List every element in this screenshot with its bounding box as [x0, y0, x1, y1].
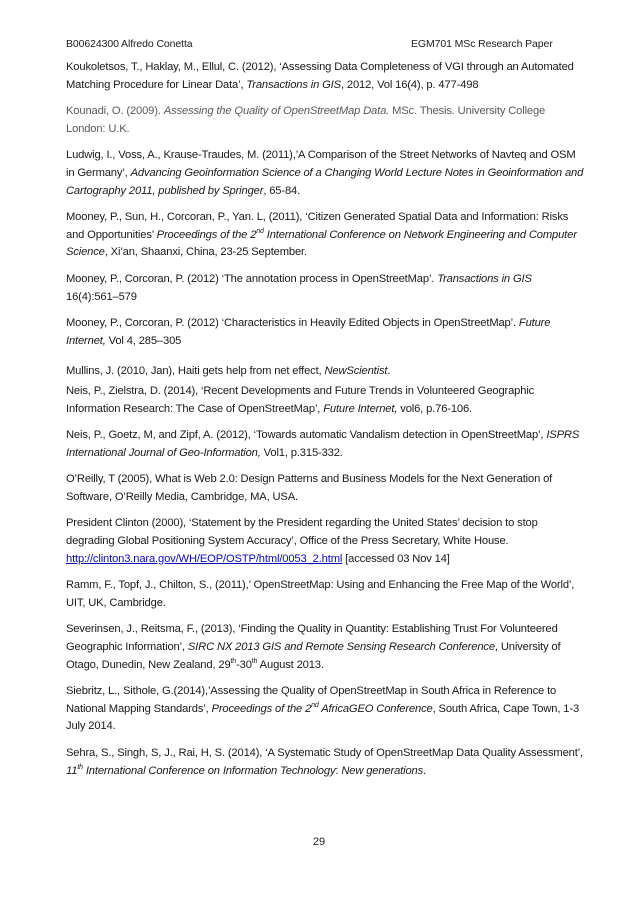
reference-ludwig-2011 [66, 147, 586, 200]
reference-sehra-2014 [66, 745, 586, 780]
ref-text: Mooney, P., Corcoran, P. (2012) ‘Characteristics in Heavily Edited Objects in OpenStreetMap’. [66, 317, 519, 330]
ref-magazine: NewScientist [324, 365, 388, 378]
ref-text: Neis, P., Goetz, M, and Zipf, A. (2012), ‘Towards automatic Vandalism detection in OpenStreetMap’, [66, 429, 547, 442]
ref-text: 16(4):561–579 [66, 290, 137, 303]
header-course-title: EGM701 MSc Research Paper [411, 38, 553, 50]
ref-text: Siebritz, L., Sithole, G.(2014),’Assessing the Quality of OpenStreetMap in South Africa in Reference to National Mapping Standards’, [66, 685, 557, 715]
page-number: 29 [312, 836, 326, 848]
ref-text: President Clinton (2000), ‘Statement by the President regarding the United States’ decision to stop degrading Global Positioning System Accuracy’, Office of the Press Secretary, White House. [66, 517, 538, 548]
ref-proceedings-part: Proceedings of the 2 [211, 702, 312, 715]
ref-text: Sehra, S., Singh, S, J., Rai, H, S. (2014), ‘A Systematic Study of OpenStreetMap Data Quality Assessment’, [66, 747, 583, 759]
ref-text: Severinsen, J., Reitsma, F., (2013), ‘Finding the Quality in Quantity: Establishing Trust For Volunteered Geographic Information’, [66, 623, 558, 654]
ref-text: MSc. Thesis. University College London: U.K. [66, 105, 546, 135]
ref-journal: Future Internet, [66, 317, 551, 347]
ref-proceedings [212, 703, 433, 715]
ref-text: Vol 4, 285–305 [105, 334, 182, 347]
ordinal-superscript: th [230, 657, 237, 665]
ref-text: Vol1, p.315-332. [260, 446, 343, 459]
ref-text: Ludwig, I., Voss, A., Krause-Traudes, M. (2011),’A Comparison of the Street Networks of Navteq and OSM in Germany’, [66, 149, 576, 179]
ref-title: Assessing the Quality of OpenStreetMap Data. [163, 105, 390, 118]
reference-ramm-2011 [66, 577, 586, 612]
ref-conference-part: 11 [66, 764, 78, 777]
reference-url-link[interactable]: http://clinton3.nara.gov/WH/EOP/OSTP/html/0053_2.html [66, 552, 343, 565]
ref-text: O’Reilly, T (2005), What is Web 2.0: Design Patterns and Business Models for the Next Generation of Software, O’Reilly Media, Cambridge, MA, USA. [66, 473, 553, 503]
ref-text: -30 [236, 658, 252, 671]
reference-clinton-2000 [66, 515, 586, 568]
reference-oreilly-2005 [66, 471, 586, 506]
reference-mooney-corcoran-characteristics [66, 315, 586, 350]
reference-kounadi-2009 [66, 103, 586, 138]
ordinal-superscript: th [77, 763, 83, 771]
ref-book: Advancing Geoinformation Science of a Changing World Lecture Notes in Geoinformation and Cartography 2011, published by Springer [66, 166, 584, 197]
ref-proceedings-part: AfricaGEO Conference [318, 702, 433, 715]
ref-text: Koukoletsos, T., Haklay, M., Ellul, C. (2012), ‘Assessing Data Completeness of VGI through an Automated Matching Procedure for Linear Data’, [66, 61, 574, 91]
reference-severinsen-2013 [66, 621, 586, 674]
ref-text: , University of Otago, Dunedin, New Zealand, 29 [66, 641, 561, 671]
reference-mooney-corcoran-annotation [66, 271, 586, 306]
reference-mooney-sun-2011 [66, 209, 586, 262]
header-author-id: B00624300 Alfredo Conetta [66, 38, 193, 50]
ref-journal: Transactions in GIS [246, 78, 341, 91]
ref-text: Ramm, F., Topf, J., Chilton, S., (2011),’ OpenStreetMap: Using and Enhancing the Free Map of the World’, UIT, UK, Cambridge. [66, 579, 575, 609]
ref-journal: Transactions in GIS [437, 272, 532, 285]
reference-koukoletsos-2012 [66, 59, 586, 94]
reference-siebritz-2014 [66, 683, 586, 736]
ref-text: , Xi’an, Shaanxi, China, 23-25 September. [104, 246, 307, 259]
ref-text: Mooney, P., Sun, H., Corcoran, P., Yan. L, (2011), ‘Citizen Generated Spatial Data and Information: Risks and Opportunities’ [66, 211, 569, 241]
ref-text: Mooney, P., Corcoran, P. (2012) ‘The annotation process in OpenStreetMap’. [66, 272, 438, 285]
ref-text: vol6, p.76-106. [397, 402, 473, 415]
ref-text: [accessed 03 Nov 14] [342, 552, 450, 565]
ref-proceedings-part: Proceedings of the 2 [156, 228, 257, 241]
reference-mullins-2010 [66, 363, 586, 381]
ref-journal: Future Internet, [323, 402, 398, 415]
reference-list [66, 59, 586, 789]
ref-text: , South Africa, Cape Town, 1-3 July 2014. [66, 702, 580, 733]
ordinal-superscript: th [251, 657, 258, 665]
ref-text: . [387, 365, 391, 378]
ref-text: . [423, 764, 427, 777]
ref-text: Neis, P., Zielstra, D. (2014), ‘Recent Developments and Future Trends in Volunteered Geographic Information Research: The Case of OpenStreetMap’, [66, 384, 535, 415]
ref-journal: ISPRS International Journal of Geo-Information, [66, 429, 580, 459]
ref-text: August 2013. [257, 658, 324, 671]
reference-neis-zielstra-2014 [66, 383, 586, 418]
ref-text: Kounadi, O. (2009). [66, 105, 164, 118]
ref-conference: SIRC NX 2013 GIS and Remote Sensing Research Conference [187, 641, 495, 654]
reference-neis-goetz-2012 [66, 427, 586, 462]
ref-subtitle: New generations [341, 764, 424, 777]
ref-text: Mullins, J. (2010, Jan), Haiti gets help from net effect, [66, 365, 325, 378]
ref-conference [66, 765, 335, 777]
ordinal-superscript: nd [311, 701, 319, 709]
ref-text: : [335, 764, 342, 777]
ref-text: , 2012, Vol 16(4), p. 477-498 [340, 78, 479, 91]
ordinal-superscript: nd [256, 227, 264, 235]
ref-proceedings-part: International Conference on Network Engineering and Computer Science [66, 228, 577, 259]
ref-text: , 65-84. [263, 184, 301, 197]
ref-conference-part: International Conference on Information Technology [82, 764, 336, 777]
